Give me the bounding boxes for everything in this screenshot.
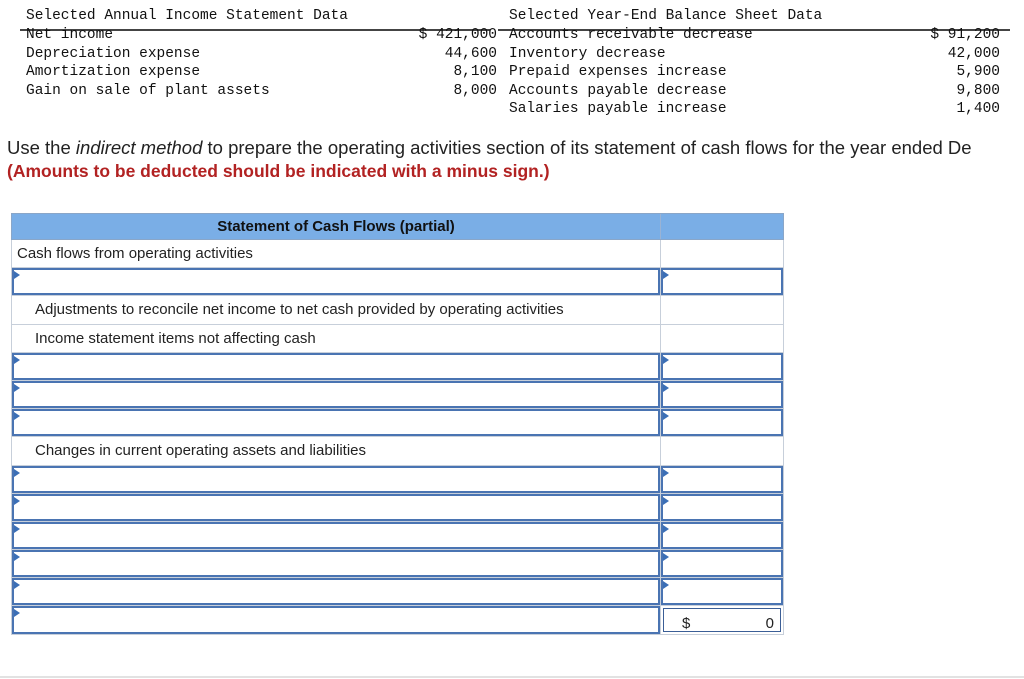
net-income-amount-cell: [660, 268, 783, 295]
change-label-input-cell-1: [12, 466, 660, 493]
change-label-input-cell-4: [12, 550, 660, 577]
noncash-label-input-1[interactable]: [12, 353, 660, 380]
change-label-input-5[interactable]: [12, 578, 660, 605]
bottom-divider: [0, 676, 1024, 678]
balance-label-ar-decrease: Accounts receivable decrease: [509, 27, 753, 43]
income-label-gain-on-sale: Gain on sale of plant assets: [26, 82, 270, 99]
balance-value-salaries-increase: 1,400: [956, 101, 1000, 117]
total-currency-symbol: $: [682, 615, 691, 633]
noncash-amount-input-2[interactable]: [661, 381, 783, 408]
noncash-label-input-3[interactable]: [12, 409, 660, 436]
balance-label-salaries-increase: Salaries payable increase: [509, 101, 727, 117]
instruction-emphasis: indirect method: [75, 137, 203, 158]
amount-cell: [660, 296, 783, 323]
change-amount-input-5[interactable]: [661, 578, 783, 605]
balance-value-prepaid-increase: 5,900: [956, 64, 1000, 80]
table-row: [11, 437, 784, 465]
table-title: Statement of Cash Flows (partial): [217, 218, 455, 235]
cash-flow-statement-table: [11, 213, 784, 635]
adjustments-label: Adjustments to reconcile net income to net cash provided by operating activities: [35, 301, 564, 319]
instruction-part2: to prepare the operating activities section of its statement of cash flows for the year ended De: [202, 137, 972, 158]
income-value-depreciation: 44,600: [444, 45, 497, 62]
table-row: [11, 466, 784, 494]
change-amount-cell-3: [660, 522, 783, 549]
income-label-amortization: Amortization expense: [26, 64, 201, 80]
noncash-items-label: Income statement items not affecting cash: [35, 329, 316, 347]
total-amount-cell: [660, 606, 783, 633]
change-amount-input-2[interactable]: [661, 494, 783, 521]
amount-cell: [660, 437, 783, 464]
change-amount-cell-4: [660, 550, 783, 577]
income-value-amortization: 8,100: [453, 64, 497, 80]
noncash-amount-cell-1: [660, 353, 783, 380]
income-value-gain-on-sale: 8,000: [453, 82, 497, 99]
table-row: [11, 268, 784, 296]
net-income-label-input-cell: [12, 268, 660, 295]
change-label-input-2[interactable]: [12, 494, 660, 521]
balance-label-inventory-decrease: Inventory decrease: [509, 45, 666, 62]
changes-in-current-items-label: Changes in current operating assets and liabilities: [35, 442, 367, 460]
table-row: [11, 240, 784, 268]
income-value-net-income: $ 421,000: [418, 27, 497, 43]
noncash-label-input-cell-1: [12, 353, 660, 380]
balance-label-ap-decrease: Accounts payable decrease: [509, 82, 727, 99]
minus-sign-note: (Amounts to be deducted should be indicated with a minus sign.): [7, 161, 550, 181]
noncash-amount-input-1[interactable]: [661, 353, 783, 380]
change-amount-input-1[interactable]: [661, 466, 783, 493]
instruction-part1: Use the: [7, 137, 76, 158]
noncash-amount-cell-2: [660, 381, 783, 408]
amount-cell: [660, 325, 783, 352]
noncash-label-input-cell-2: [12, 381, 660, 408]
table-row: [11, 353, 784, 381]
table-row: [11, 409, 784, 437]
data-block: [20, 6, 1010, 124]
change-amount-input-3[interactable]: [661, 522, 783, 549]
table-row: [11, 550, 784, 578]
amount-cell: [660, 240, 783, 267]
instruction-text: [7, 137, 972, 159]
table-header-row: [11, 213, 784, 240]
change-amount-cell-1: [660, 466, 783, 493]
change-label-input-cell-2: [12, 494, 660, 521]
income-label-net-income: Net income: [26, 27, 114, 43]
change-amount-cell-2: [660, 494, 783, 521]
change-label-input-cell-3: [12, 522, 660, 549]
operating-activities-label: Cash flows from operating activities: [17, 245, 253, 262]
change-label-input-4[interactable]: [12, 550, 660, 577]
balance-value-ar-decrease: $ 91,200: [930, 27, 1000, 43]
total-amount-display: [663, 608, 781, 631]
table-header-amount-cell: [660, 214, 783, 239]
change-amount-input-4[interactable]: [661, 550, 783, 577]
noncash-amount-input-3[interactable]: [661, 409, 783, 436]
income-label-depreciation: Depreciation expense: [26, 45, 201, 62]
income-statement-header: Selected Annual Income Statement Data: [26, 8, 348, 24]
balance-value-inventory-decrease: 42,000: [947, 45, 1000, 62]
table-row: [11, 522, 784, 550]
total-label-input[interactable]: [12, 606, 660, 633]
total-value: 0: [765, 615, 774, 633]
table-row: [11, 296, 784, 324]
noncash-label-input-2[interactable]: [12, 381, 660, 408]
change-label-input-1[interactable]: [12, 466, 660, 493]
noncash-amount-cell-3: [660, 409, 783, 436]
table-row: [11, 494, 784, 522]
net-income-amount-input[interactable]: [661, 268, 783, 295]
balance-sheet-header: Selected Year-End Balance Sheet Data: [509, 8, 823, 24]
total-label-input-cell: [12, 606, 660, 633]
change-label-input-cell-5: [12, 578, 660, 605]
balance-value-ap-decrease: 9,800: [956, 82, 1000, 99]
change-label-input-3[interactable]: [12, 522, 660, 549]
table-row: [11, 578, 784, 606]
table-row: [11, 606, 784, 634]
table-row: [11, 381, 784, 409]
change-amount-cell-5: [660, 578, 783, 605]
net-income-label-input[interactable]: [12, 268, 660, 295]
balance-label-prepaid-increase: Prepaid expenses increase: [509, 64, 727, 80]
table-row: [11, 325, 784, 353]
noncash-label-input-cell-3: [12, 409, 660, 436]
